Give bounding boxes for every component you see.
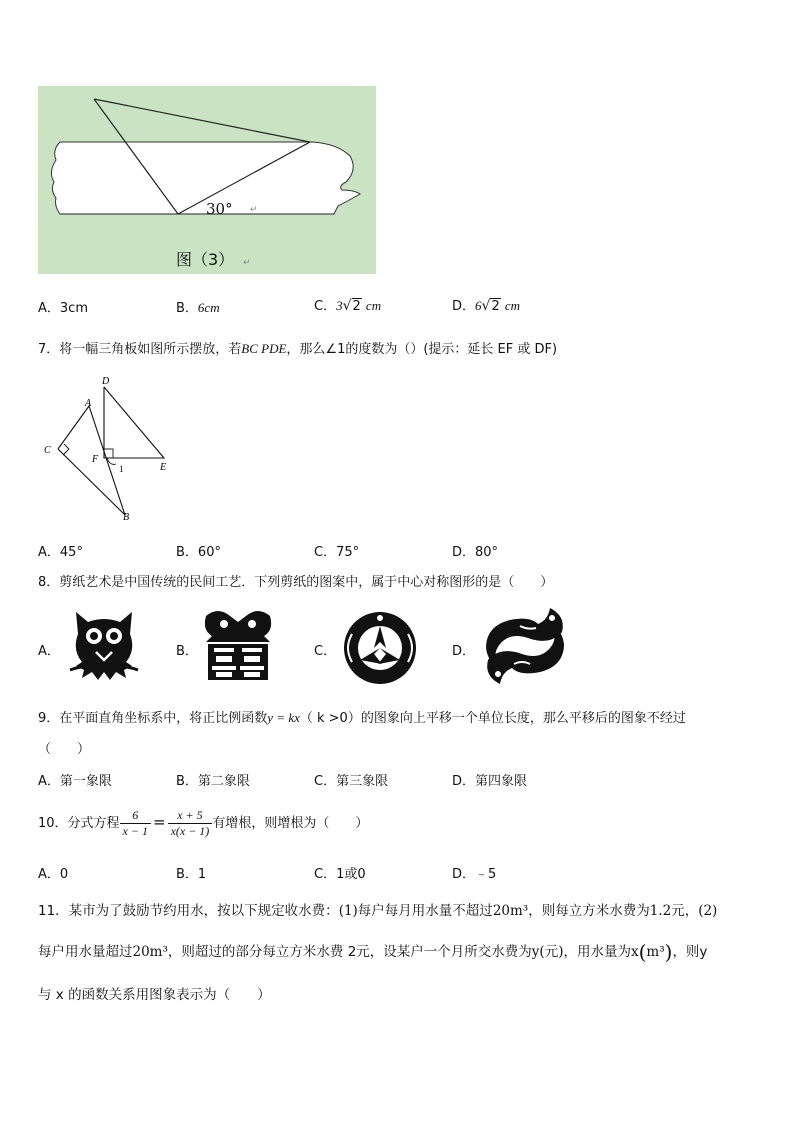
q9-prefix: 9．在平面直角坐标系中，将正比例函数 <box>38 711 268 726</box>
option-letter: A． <box>38 774 60 789</box>
option-letter: D． <box>452 299 476 314</box>
q11-line1-part: (1)每户每月用水量不超过 <box>338 903 493 919</box>
double-happiness-papercut-icon[interactable] <box>200 606 276 684</box>
q7-option-c[interactable] <box>314 541 359 560</box>
fraction-denominator: x − 1 <box>122 824 148 838</box>
fraction-denominator: x(x − 1) <box>170 824 210 838</box>
double-fish-papercut-icon[interactable] <box>480 602 570 690</box>
label-e: E <box>160 462 167 473</box>
q10-option-b[interactable] <box>176 863 206 882</box>
q11-line2-part: m³ <box>646 944 665 960</box>
q6-option-c[interactable] <box>314 295 381 314</box>
return-mark: ↵ <box>250 205 258 215</box>
triangle-dfe <box>104 387 164 458</box>
label-f: F <box>92 454 99 465</box>
figure-3-diagram <box>38 86 376 274</box>
owl-papercut-icon[interactable] <box>66 604 142 682</box>
q8-option-c-letter[interactable]: C． <box>314 644 337 659</box>
option-text: 第四象限 <box>475 774 528 789</box>
q10-option-a[interactable] <box>38 863 68 882</box>
angle-label: 30° <box>206 200 233 218</box>
q11-line1 <box>38 899 717 919</box>
option-letter: C． <box>314 545 337 560</box>
option-text: 第一象限 <box>59 774 112 789</box>
label-d: D <box>102 376 110 387</box>
q11-line2-part: 每户用水量超过 <box>38 944 133 960</box>
q8-option-b-letter[interactable]: B． <box>176 644 198 659</box>
open-paren: ( <box>638 940 647 964</box>
option-text: 第三象限 <box>336 774 389 789</box>
right-angle-mark-c <box>63 444 69 455</box>
option-letter: B． <box>176 545 198 560</box>
option-text: ﹣5 <box>475 867 497 882</box>
q9-text-line2: （ ） <box>38 742 91 757</box>
q10-option-d[interactable] <box>452 863 496 882</box>
q11-line1-part: ，则每立方米水费为1.2元， <box>528 903 699 919</box>
q7-prefix: 7．将一幅三角板如图所示摆放，若 <box>38 342 242 357</box>
label-b: B <box>123 512 130 523</box>
option-letter: A． <box>38 867 60 882</box>
option-letter: B． <box>176 867 198 882</box>
label-1: 1 <box>119 464 124 474</box>
q11-line2-part: x <box>630 944 639 960</box>
caption-return-mark: ↵ <box>243 258 251 268</box>
q7-figure <box>38 372 178 524</box>
option-coef: 6 <box>475 298 482 313</box>
q7-option-b[interactable] <box>176 541 221 560</box>
option-text: 1 <box>197 867 207 882</box>
option-coef: 3 <box>336 298 343 313</box>
option-letter: C． <box>314 774 337 789</box>
q8-option-a-letter[interactable]: A． <box>38 644 60 659</box>
q9-option-a[interactable] <box>38 770 112 789</box>
fraction-numerator: 6 <box>120 808 151 824</box>
option-text: 80° <box>475 545 499 560</box>
q9-option-b[interactable] <box>176 770 250 789</box>
q9-condition: （ k >0）的图象向上平移一个单位长度，那么平移后的图象不经过 <box>299 711 686 726</box>
q9-option-c[interactable] <box>314 770 388 789</box>
option-letter: B． <box>176 774 198 789</box>
q11-line1-part: (2) <box>698 903 718 919</box>
option-text: 3cm <box>59 301 88 316</box>
sqrt-sign: √ <box>481 298 491 314</box>
q9-option-d[interactable] <box>452 770 527 789</box>
q10-prefix: 10．分式方程 <box>38 816 120 831</box>
q9-text <box>38 707 686 726</box>
option-letter: A． <box>38 301 60 316</box>
q6-option-a[interactable] <box>38 297 88 316</box>
label-a: A <box>85 398 92 409</box>
q10-option-c[interactable] <box>314 863 366 882</box>
option-text: 75° <box>336 545 360 560</box>
equals-sign: = <box>152 813 166 831</box>
option-unit: cm <box>504 298 521 313</box>
q10-lhs-fraction <box>120 808 151 839</box>
q6-option-d[interactable] <box>452 295 520 314</box>
q11-line2 <box>38 940 707 964</box>
option-text: 45° <box>59 545 83 560</box>
option-letter: B． <box>176 301 198 316</box>
q7-middle: ，那么∠1的度数为（）(提示：延长 EF 或 DF) <box>286 342 558 357</box>
option-text: 6cm <box>197 300 220 315</box>
option-text: 60° <box>197 545 221 560</box>
q10-text <box>38 808 368 839</box>
option-unit: cm <box>365 298 382 313</box>
q7-text <box>38 338 557 357</box>
q11-line2-part: ，则y <box>672 944 708 960</box>
triple-fish-papercut-icon[interactable] <box>338 608 422 688</box>
q11-line2-part: 20m³ <box>132 944 168 960</box>
close-paren: ) <box>664 940 673 964</box>
q11-line1-part: 20m³ <box>492 903 529 919</box>
q10-suffix: 有增根，则增根为（ ） <box>212 816 369 831</box>
q7-relation: BC PDE <box>241 341 287 356</box>
figure-caption: 图（3） <box>176 250 235 269</box>
fraction-numerator: x + 5 <box>168 808 213 824</box>
label-c: C <box>44 445 51 456</box>
q7-option-d[interactable] <box>452 541 498 560</box>
q11-line2-part: ，用水量为 <box>563 944 631 960</box>
option-letter: A． <box>38 545 60 560</box>
option-text: 1或0 <box>336 867 366 882</box>
option-letter: D． <box>452 545 476 560</box>
q11-line3: 与 x 的函数关系用图象表示为（ ） <box>38 987 271 1003</box>
figure-3 <box>38 86 376 274</box>
q10-rhs-fraction <box>168 808 213 839</box>
option-letter: C． <box>314 299 337 314</box>
option-letter: D． <box>452 867 476 882</box>
q11-line1-part: 11．某市为了鼓励节约用水，按以下规定收水费： <box>38 903 339 919</box>
option-text: 0 <box>59 867 69 882</box>
option-text: 第二象限 <box>197 774 250 789</box>
option-letter: D． <box>452 774 476 789</box>
option-letter: C． <box>314 867 337 882</box>
q8-text: 8．剪纸艺术是中国传统的民间工艺．下列剪纸的图案中，属于中心对称图形的是（ ） <box>38 575 554 590</box>
q6-option-b[interactable] <box>176 297 220 316</box>
q7-figure-diagram <box>38 372 178 524</box>
q8-option-d-letter[interactable]: D． <box>452 644 476 659</box>
q11-line2-part: y(元) <box>531 944 564 960</box>
q7-option-a[interactable] <box>38 541 83 560</box>
option-radicand: 2 <box>491 299 500 314</box>
sqrt-sign: √ <box>342 298 352 314</box>
q9-formula: y = kx <box>267 710 300 725</box>
q11-line2-part: ，则超过的部分每立方米水费 2元，设某户一个月所交水费为 <box>167 944 532 960</box>
option-radicand: 2 <box>352 299 361 314</box>
